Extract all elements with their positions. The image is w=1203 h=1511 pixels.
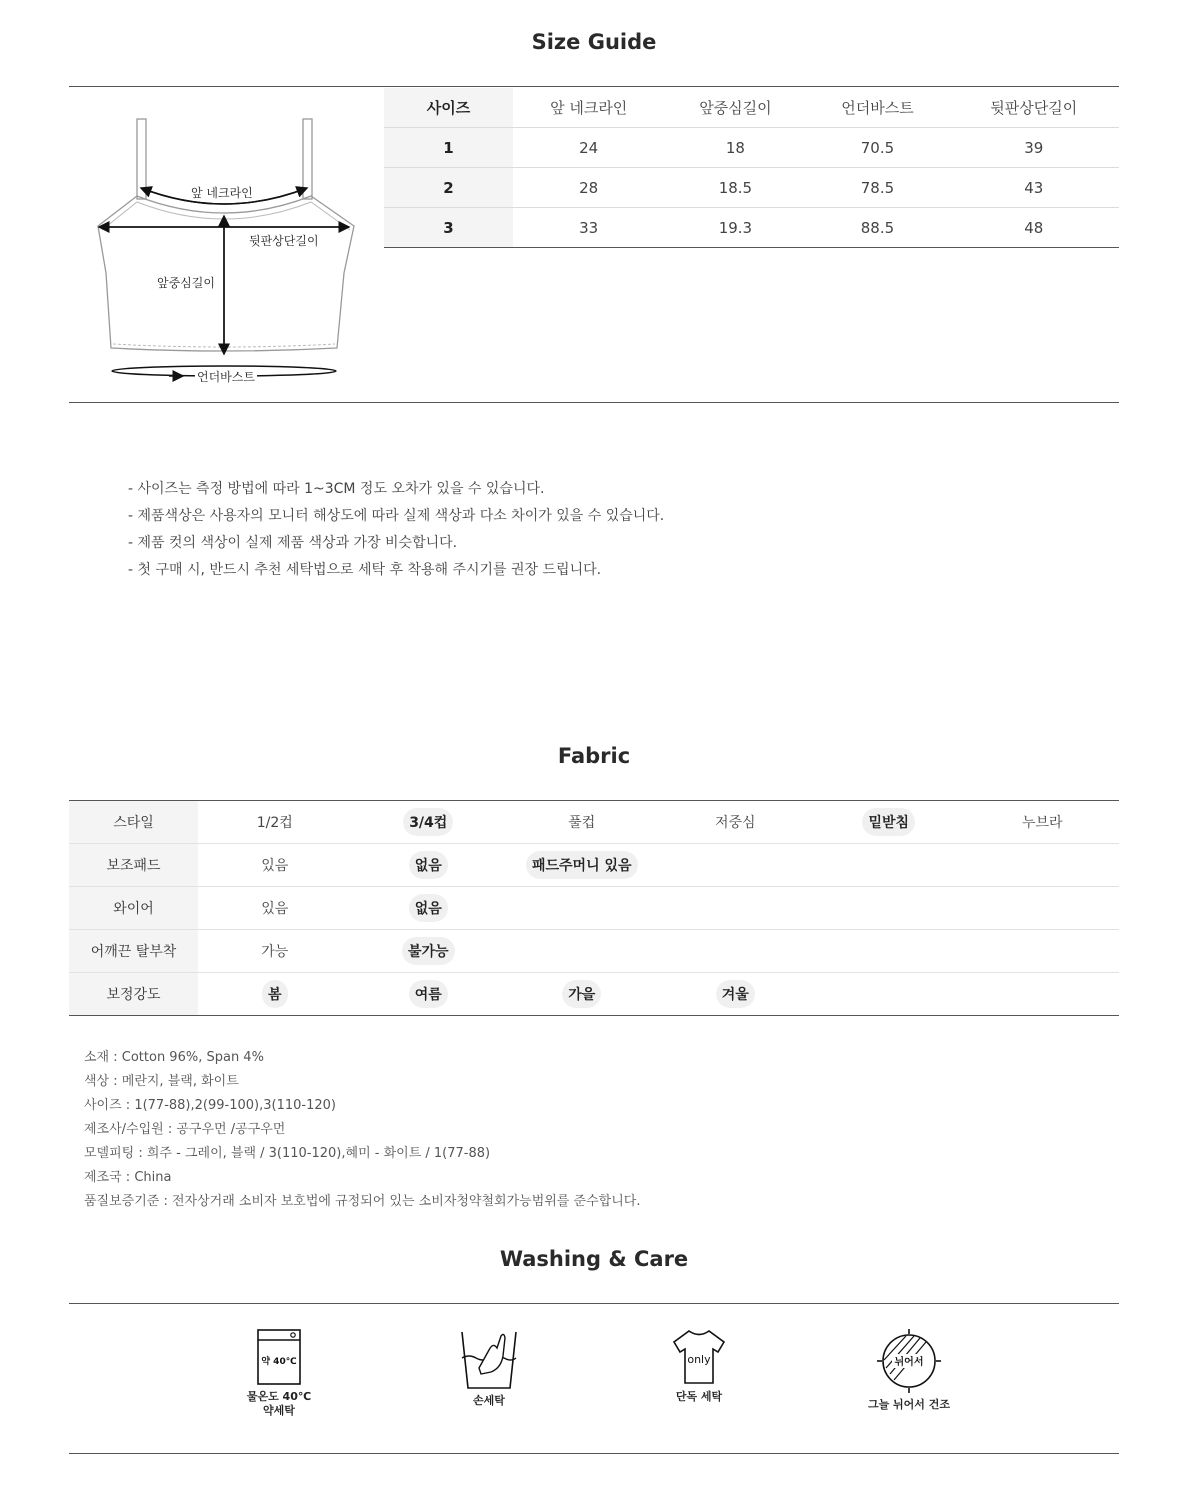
measure-cell: 70.5	[806, 128, 948, 168]
fabric-option-selected: 없음	[409, 851, 448, 879]
size-table-header-row	[384, 88, 1119, 128]
size-diagram	[69, 88, 379, 400]
care-item	[634, 1328, 764, 1404]
table-row	[384, 208, 1119, 248]
care-item	[844, 1328, 974, 1412]
fabric-row-label: 보조패드	[69, 844, 198, 887]
fabric-row-label: 스타일	[69, 801, 198, 844]
flat-dry-text: 뉘어서	[894, 1357, 924, 1368]
note-line: - 첫 구매 시, 반드시 추천 세탁법으로 세탁 후 착용해 주시기를 권장 드립니다.	[128, 562, 602, 578]
fabric-option-selected: 없음	[409, 894, 448, 922]
fabric-title: Fabric	[557, 744, 631, 768]
fabric-option: 풀컵	[568, 815, 596, 831]
size-table	[384, 88, 1119, 248]
divider	[69, 402, 1119, 403]
diagram-label-front-center: 앞중심길이	[157, 276, 215, 290]
size-cell: 1	[384, 128, 513, 168]
separate-wash-icon	[671, 1328, 727, 1386]
fabric-row-season	[69, 973, 1119, 1016]
measure-cell: 28	[513, 168, 664, 208]
note-line: - 제품 컷의 색상이 실제 제품 색상과 가장 비슷합니다.	[128, 535, 458, 551]
measure-cell: 39	[948, 128, 1119, 168]
note-line: - 제품색상은 사용자의 모니터 해상도에 따라 실제 색상과 다소 차이가 있을 수 있습니다.	[128, 508, 665, 524]
info-quality-standard: 품질보증기준 : 전자상거래 소비자 보호법에 규정되어 있는 소비자청약철회가능범위를 준수합니다.	[84, 1194, 641, 1209]
care-label: 그늘 뉘어서 건조	[867, 1398, 951, 1411]
size-table-header: 앞중심길이	[664, 88, 806, 128]
info-model-fitting: 모델피팅 : 희주 - 그레이, 블랙 / 3(110-120),혜미 - 화이트 / 1(77-88)	[84, 1146, 491, 1161]
diagram-label-neckline: 앞 네크라인	[191, 186, 253, 200]
fabric-row-label: 어깨끈 탈부착	[69, 930, 198, 973]
fabric-option-selected: 봄	[262, 980, 288, 1008]
measure-cell: 88.5	[806, 208, 948, 248]
fabric-option: 가능	[261, 944, 289, 960]
fabric-row-label: 와이어	[69, 887, 198, 930]
measure-cell: 18.5	[664, 168, 806, 208]
measure-cell: 19.3	[664, 208, 806, 248]
fabric-row-style	[69, 801, 1119, 844]
fabric-option-selected: 여름	[409, 980, 448, 1008]
fabric-option: 있음	[261, 858, 289, 874]
diagram-label-underbust: 언더바스트	[197, 370, 255, 384]
care-item	[424, 1328, 554, 1408]
info-country: 제조국 : China	[84, 1170, 172, 1185]
measure-cell: 48	[948, 208, 1119, 248]
note-line: - 사이즈는 측정 방법에 따라 1~3CM 정도 오차가 있을 수 있습니다.	[128, 481, 545, 497]
info-material: 소재 : Cotton 96%, Span 4%	[84, 1050, 264, 1065]
info-size: 사이즈 : 1(77-88),2(99-100),3(110-120)	[84, 1098, 336, 1113]
size-table-header: 앞 네크라인	[513, 88, 664, 128]
fabric-option-selected: 불가능	[402, 937, 455, 965]
only-text: only	[687, 1353, 711, 1366]
care-label: 손세탁	[473, 1394, 505, 1407]
fabric-option-selected: 3/4컵	[403, 808, 453, 836]
table-row	[384, 128, 1119, 168]
care-label: 물온도 40℃ 약세탁	[246, 1390, 312, 1417]
shade-dry-flat-icon	[876, 1328, 942, 1394]
size-cell: 2	[384, 168, 513, 208]
fabric-option: 저중심	[714, 815, 756, 831]
fabric-option-selected: 밑받침	[862, 808, 915, 836]
measure-cell: 33	[513, 208, 664, 248]
product-info	[84, 1046, 640, 1214]
measure-cell: 24	[513, 128, 664, 168]
size-notes	[128, 476, 664, 584]
fabric-option-selected: 가을	[562, 980, 601, 1008]
size-cell: 3	[384, 208, 513, 248]
garment-outline	[69, 88, 379, 400]
diagram-label-back-top: 뒷판상단길이	[249, 234, 319, 248]
size-table-header: 언더바스트	[806, 88, 948, 128]
fabric-table	[69, 801, 1119, 1016]
wash-40-icon	[256, 1328, 302, 1386]
fabric-row-pad	[69, 844, 1119, 887]
divider	[69, 1453, 1119, 1454]
measure-cell: 43	[948, 168, 1119, 208]
wash-temp-text: 약 40℃	[261, 1357, 297, 1367]
info-manufacturer: 제조사/수입원 : 공구우먼 /공구우먼	[84, 1122, 286, 1137]
info-color: 색상 : 메란지, 블랙, 화이트	[84, 1074, 239, 1089]
hand-wash-icon	[459, 1328, 519, 1390]
care-title: Washing & Care	[499, 1247, 689, 1271]
fabric-row-label: 보정강도	[69, 973, 198, 1016]
care-item	[214, 1328, 344, 1418]
fabric-option: 누브라	[1021, 815, 1063, 831]
size-table-header: 뒷판상단길이	[948, 88, 1119, 128]
fabric-option-selected: 겨울	[716, 980, 755, 1008]
fabric-option: 있음	[261, 901, 289, 917]
size-guide-title: Size Guide	[531, 30, 657, 54]
fabric-row-strap	[69, 930, 1119, 973]
measure-cell: 18	[664, 128, 806, 168]
fabric-option: 1/2컵	[256, 815, 293, 831]
divider	[69, 1303, 1119, 1304]
fabric-option-selected: 패드주머니 있음	[526, 851, 638, 879]
size-table-header: 사이즈	[384, 88, 513, 128]
measure-cell: 78.5	[806, 168, 948, 208]
table-row	[384, 168, 1119, 208]
divider	[69, 86, 1119, 87]
care-label: 단독 세탁	[675, 1390, 723, 1403]
fabric-row-wire	[69, 887, 1119, 930]
